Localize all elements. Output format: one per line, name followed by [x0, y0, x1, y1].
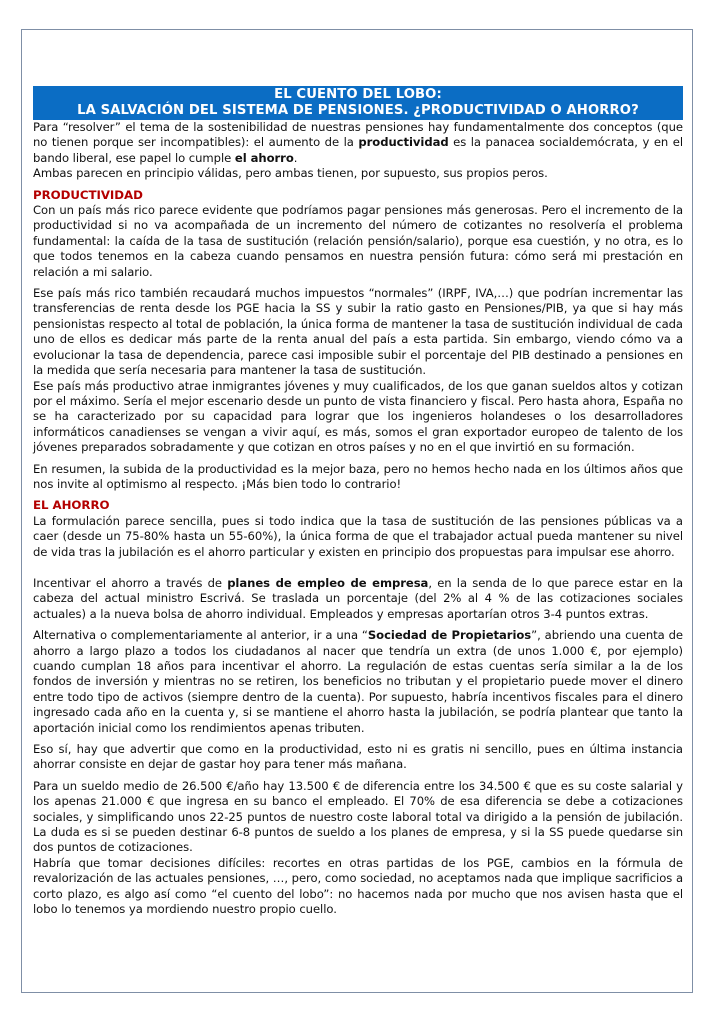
ahorro-paragraph-2	[33, 576, 683, 622]
title-bar	[33, 86, 683, 120]
intro-paragraph-2: Ambas parecen en principio válidas, pero ambas tienen, por supuesto, sus propios peros.	[33, 166, 548, 181]
article	[33, 86, 683, 918]
bold-planes-de-empleo: planes de empleo de empresa	[227, 575, 429, 590]
intro-paragraph	[33, 120, 683, 166]
ahorro-text: Alternativa o complementariamente al anterior, ir a una “	[33, 628, 368, 643]
productividad-paragraph-3: Ese país más productivo atrae inmigrantes jóvenes y muy cualificados, de los que ganan sueldos altos y cotizan por el máximo. Sería el mejor escenario desde un punto de vista financiero y fiscal. Pero hasta ahora, España no se ha caracterizado por su capacidad para lograr que los ingenieros holandeses o los desarrolladores informáticos canadienses se vengan a vivir aquí, es más, somos el gran exportador europeo de talento de los jóvenes preparados sobradamente y que cotizan en otros países y no en el que invirtió en su formación.	[33, 378, 683, 455]
title-line-1: EL CUENTO DEL LOBO:	[274, 87, 442, 102]
productividad-paragraph-4: En resumen, la subida de la productividad es la mejor baza, pero no hemos hecho nada en los últimos años que nos invite al optimismo al respecto. ¡Más bien todo lo contrario!	[33, 461, 683, 491]
ahorro-text: ”, abriendo una cuenta de ahorro a largo plazo a todos los ciudadanos al nacer que tendría un extra (de unos 1.000 €, por ejemplo) cuando cumplan 18 años para incentivar el ahorro. La regulación de estas cuentas sería similar a la de los fondos de inversión y mientras no se retiren, los beneficios no tributan y el propietario puede mover el dinero entre todo tipo de activos (siempre dentro de la cuenta). Por supuesto, habría incentivos fiscales para el dinero ingresado cada año en la cuenta y, si se mantiene el ahorro hasta la jubilación, se podría plantear que tanto la aportación inicial como los rendimientos apenas tributen.	[33, 628, 683, 735]
ahorro-paragraph-1: La formulación parece sencilla, pues si todo indica que la tasa de sustitución de las pensiones públicas va a caer (desde un 75-80% hasta un 55-60%), la única forma de que el trabajador actual pueda mantener su nivel de vida tras la jubilación es el ahorro particular y existen en principio dos propuestas para impulsar ese ahorro.	[33, 513, 683, 559]
intro-text: .	[293, 150, 298, 165]
intro-bold-productividad: productividad	[358, 135, 449, 150]
intro-bold-ahorro: el ahorro	[234, 150, 294, 165]
ahorro-paragraph-3	[33, 628, 683, 736]
bold-sociedad-de-propietarios: Sociedad de Propietarios	[367, 628, 532, 643]
ahorro-text: , en la senda de lo que parece estar en la cabeza del actual ministro Escrivá. Se traslada un porcentaje (del 2% al 4 % de las cotizaciones sociales actuales) a la nueva bolsa de ahorro individual. Empleados y empresas aportarían otros 3-4 puntos extras.	[33, 575, 684, 621]
section-heading-ahorro: EL AHORRO	[33, 498, 110, 513]
productividad-paragraph-2: Ese país más rico también recaudará muchos impuestos “normales” (IRPF, IVA,…) que podrían incrementar las transferencias de renta desde los PGE hacia la SS y subir la ratio gasto en Pensiones/PIB, ya que si hay más pensionistas respecto al total de población, la única forma de mantener la tasa de sustitución individual de cada uno de ellos es dedicar más parte de la renta anual del país a esta partida. Sin embargo, viendo cómo va a evolucionar la tasa de dependencia, parece casi imposible subir el porcentaje del PIB destinado a pensiones en la medida que sería necesaria para mantener la tasa de sustitución.	[33, 286, 683, 378]
ahorro-paragraph-4: Eso sí, hay que advertir que como en la productividad, esto ni es gratis ni sencillo, pues en última instancia ahorrar consiste en dejar de gastar hoy para tener más mañana.	[33, 742, 683, 772]
ahorro-paragraph-5: Para un sueldo medio de 26.500 €/año hay 13.500 € de diferencia entre los 34.500 € que es su coste salarial y los apenas 21.000 € que ingresa en su banco el empleado. El 70% de esa diferencia se debe a cotizaciones sociales, y simplificando unos 22-25 puntos de nuestro coste laboral total va dirigido a la pensión de jubilación. La duda es si se pueden destinar 6-8 puntos de sueldo a los planes de empresa, y si la SS puede quedarse sin dos puntos de cotizaciones.	[33, 778, 683, 855]
ahorro-text: Incentivar el ahorro a través de	[33, 575, 228, 590]
ahorro-paragraph-6: Habría que tomar decisiones difíciles: recortes en otras partidas de los PGE, cambios en la fórmula de revalorización de las actuales pensiones, …, pero, como sociedad, no aceptamos nada que implique sacrificios a corto plazo, es algo así como “el cuento del lobo”: no hacemos nada por mucho que nos avisen hasta que el lobo lo tenemos ya mordiendo nuestro propio cuello.	[33, 855, 683, 917]
intro-text: Para “resolver” el tema de la sostenibilidad de nuestras pensiones hay fundamentalmente dos conceptos (que no tienen porque ser incompatibles): el aumento de la	[33, 120, 683, 150]
section-heading-productividad: PRODUCTIVIDAD	[33, 187, 143, 202]
productividad-paragraph-1: Con un país más rico parece evidente que podríamos pagar pensiones más generosas. Pero el incremento de la productividad si no va acompañada de un incremento del número de cotizantes no resolvería el problema fundamental: la caída de la tasa de sustitución (relación pensión/salario), porque esa cuestión, y no otra, es lo que todos tenemos en la cabeza cuando pensamos en nuestra pensión futura: cómo será mi prestación en relación a mi salario.	[33, 203, 683, 279]
intro-text: es la panacea socialdemócrata, y en el bando liberal, ese papel lo cumple	[33, 135, 684, 165]
title-line-2: LA SALVACIÓN DEL SISTEMA DE PENSIONES. ¿PRODUCTIVIDAD O AHORRO?	[77, 103, 639, 118]
